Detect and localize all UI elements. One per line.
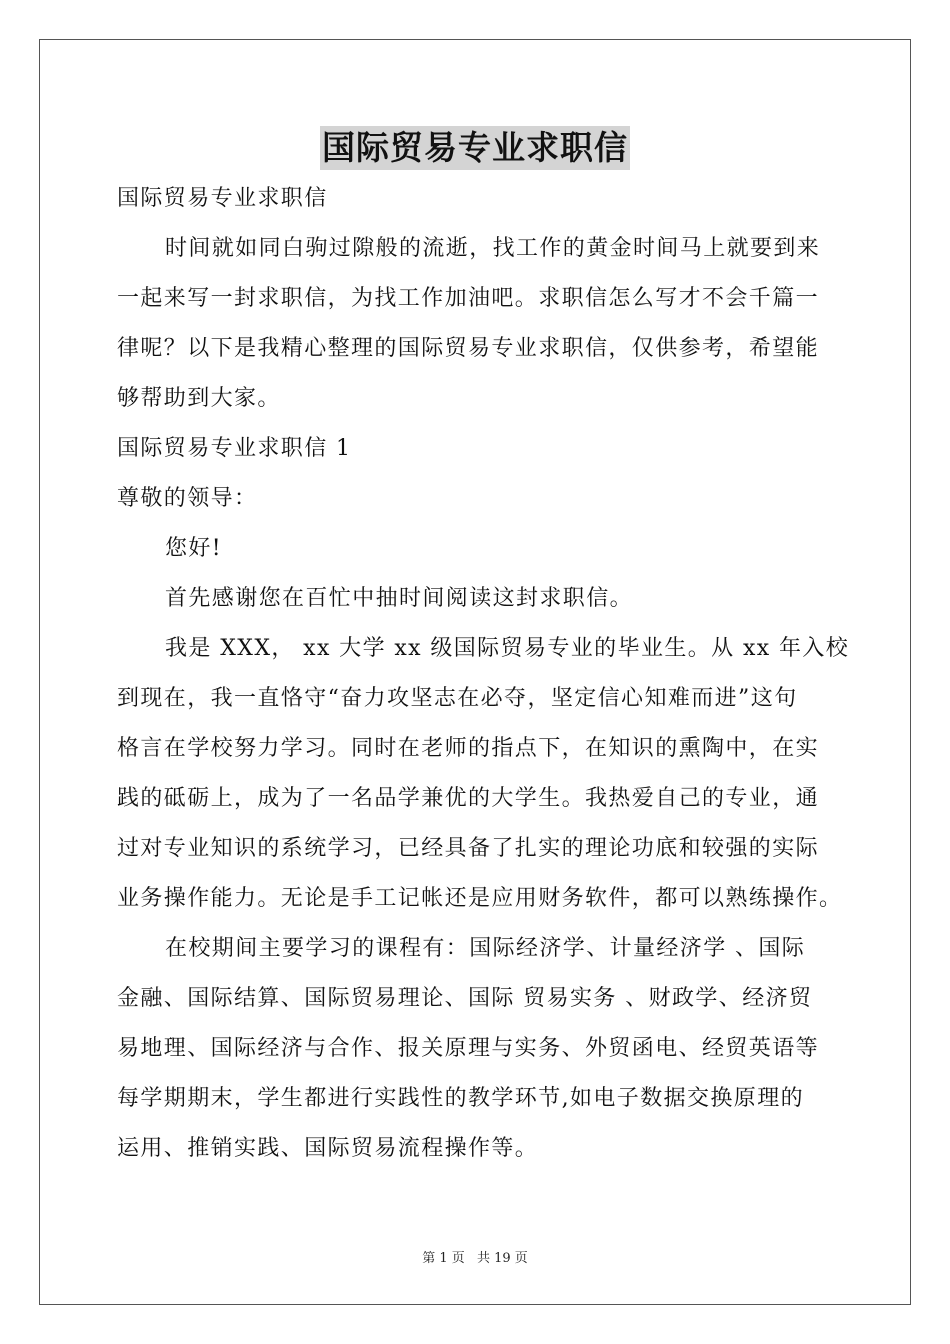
document-title: 国际贸易专业求职信: [320, 126, 630, 170]
section-heading: 国际贸易专业求职信 1: [117, 436, 352, 461]
total-pages: 共 19 页: [476, 1251, 528, 1266]
paragraph-line: 时间就如同白驹过隙般的流逝，找工作的黄金时间马上就要到来: [165, 236, 821, 261]
paragraph-line: 一起来写一封求职信，为找工作加油吧。求职信怎么写才不会千篇一: [117, 286, 820, 311]
paragraph-line: 我是 XXX， xx 大学 xx 级国际贸易专业的毕业生。从 xx 年入校: [165, 636, 850, 661]
paragraph-line: 易地理、国际经济与合作、报关原理与实务、外贸函电、经贸英语等: [117, 1036, 820, 1061]
salutation: 尊敬的领导：: [117, 486, 258, 511]
paragraph-line: 够帮助到大家。: [117, 386, 281, 411]
paragraph-line: 在校期间主要学习的课程有：国际经济学、计量经济学 、国际: [165, 936, 806, 961]
paragraph-line: 首先感谢您在百忙中抽时间阅读这封求职信。: [165, 586, 634, 611]
greeting: 您好!: [165, 536, 223, 561]
paragraph-line: 到现在，我一直恪守“奋力攻坚志在必夺，坚定信心知难而进”这句: [117, 686, 798, 711]
page-footer: [0, 1247, 950, 1266]
paragraph-line: 运用、推销实践、国际贸易流程操作等。: [117, 1136, 539, 1161]
paragraph-line: 践的砥砺上，成为了一名品学兼优的大学生。我热爱自己的专业，通: [117, 786, 820, 811]
paragraph-line: 过对专业知识的系统学习，已经具备了扎实的理论功底和较强的实际: [117, 836, 820, 861]
page-number: 第 1 页: [422, 1251, 465, 1266]
paragraph-line: 每学期期末，学生都进行实践性的教学环节,如电子数据交换原理的: [117, 1086, 804, 1111]
subtitle-line: 国际贸易专业求职信: [117, 186, 328, 211]
page-border: [39, 39, 911, 1305]
title-container: [0, 126, 950, 170]
paragraph-line: 律呢？以下是我精心整理的国际贸易专业求职信，仅供参考，希望能: [117, 336, 820, 361]
paragraph-line: 格言在学校努力学习。同时在老师的指点下，在知识的熏陶中，在实: [117, 736, 820, 761]
paragraph-line: 业务操作能力。无论是手工记帐还是应用财务软件，都可以熟练操作。: [117, 886, 843, 911]
paragraph-line: 金融、国际结算、国际贸易理论、国际 贸易实务 、财政学、经济贸: [117, 986, 813, 1011]
